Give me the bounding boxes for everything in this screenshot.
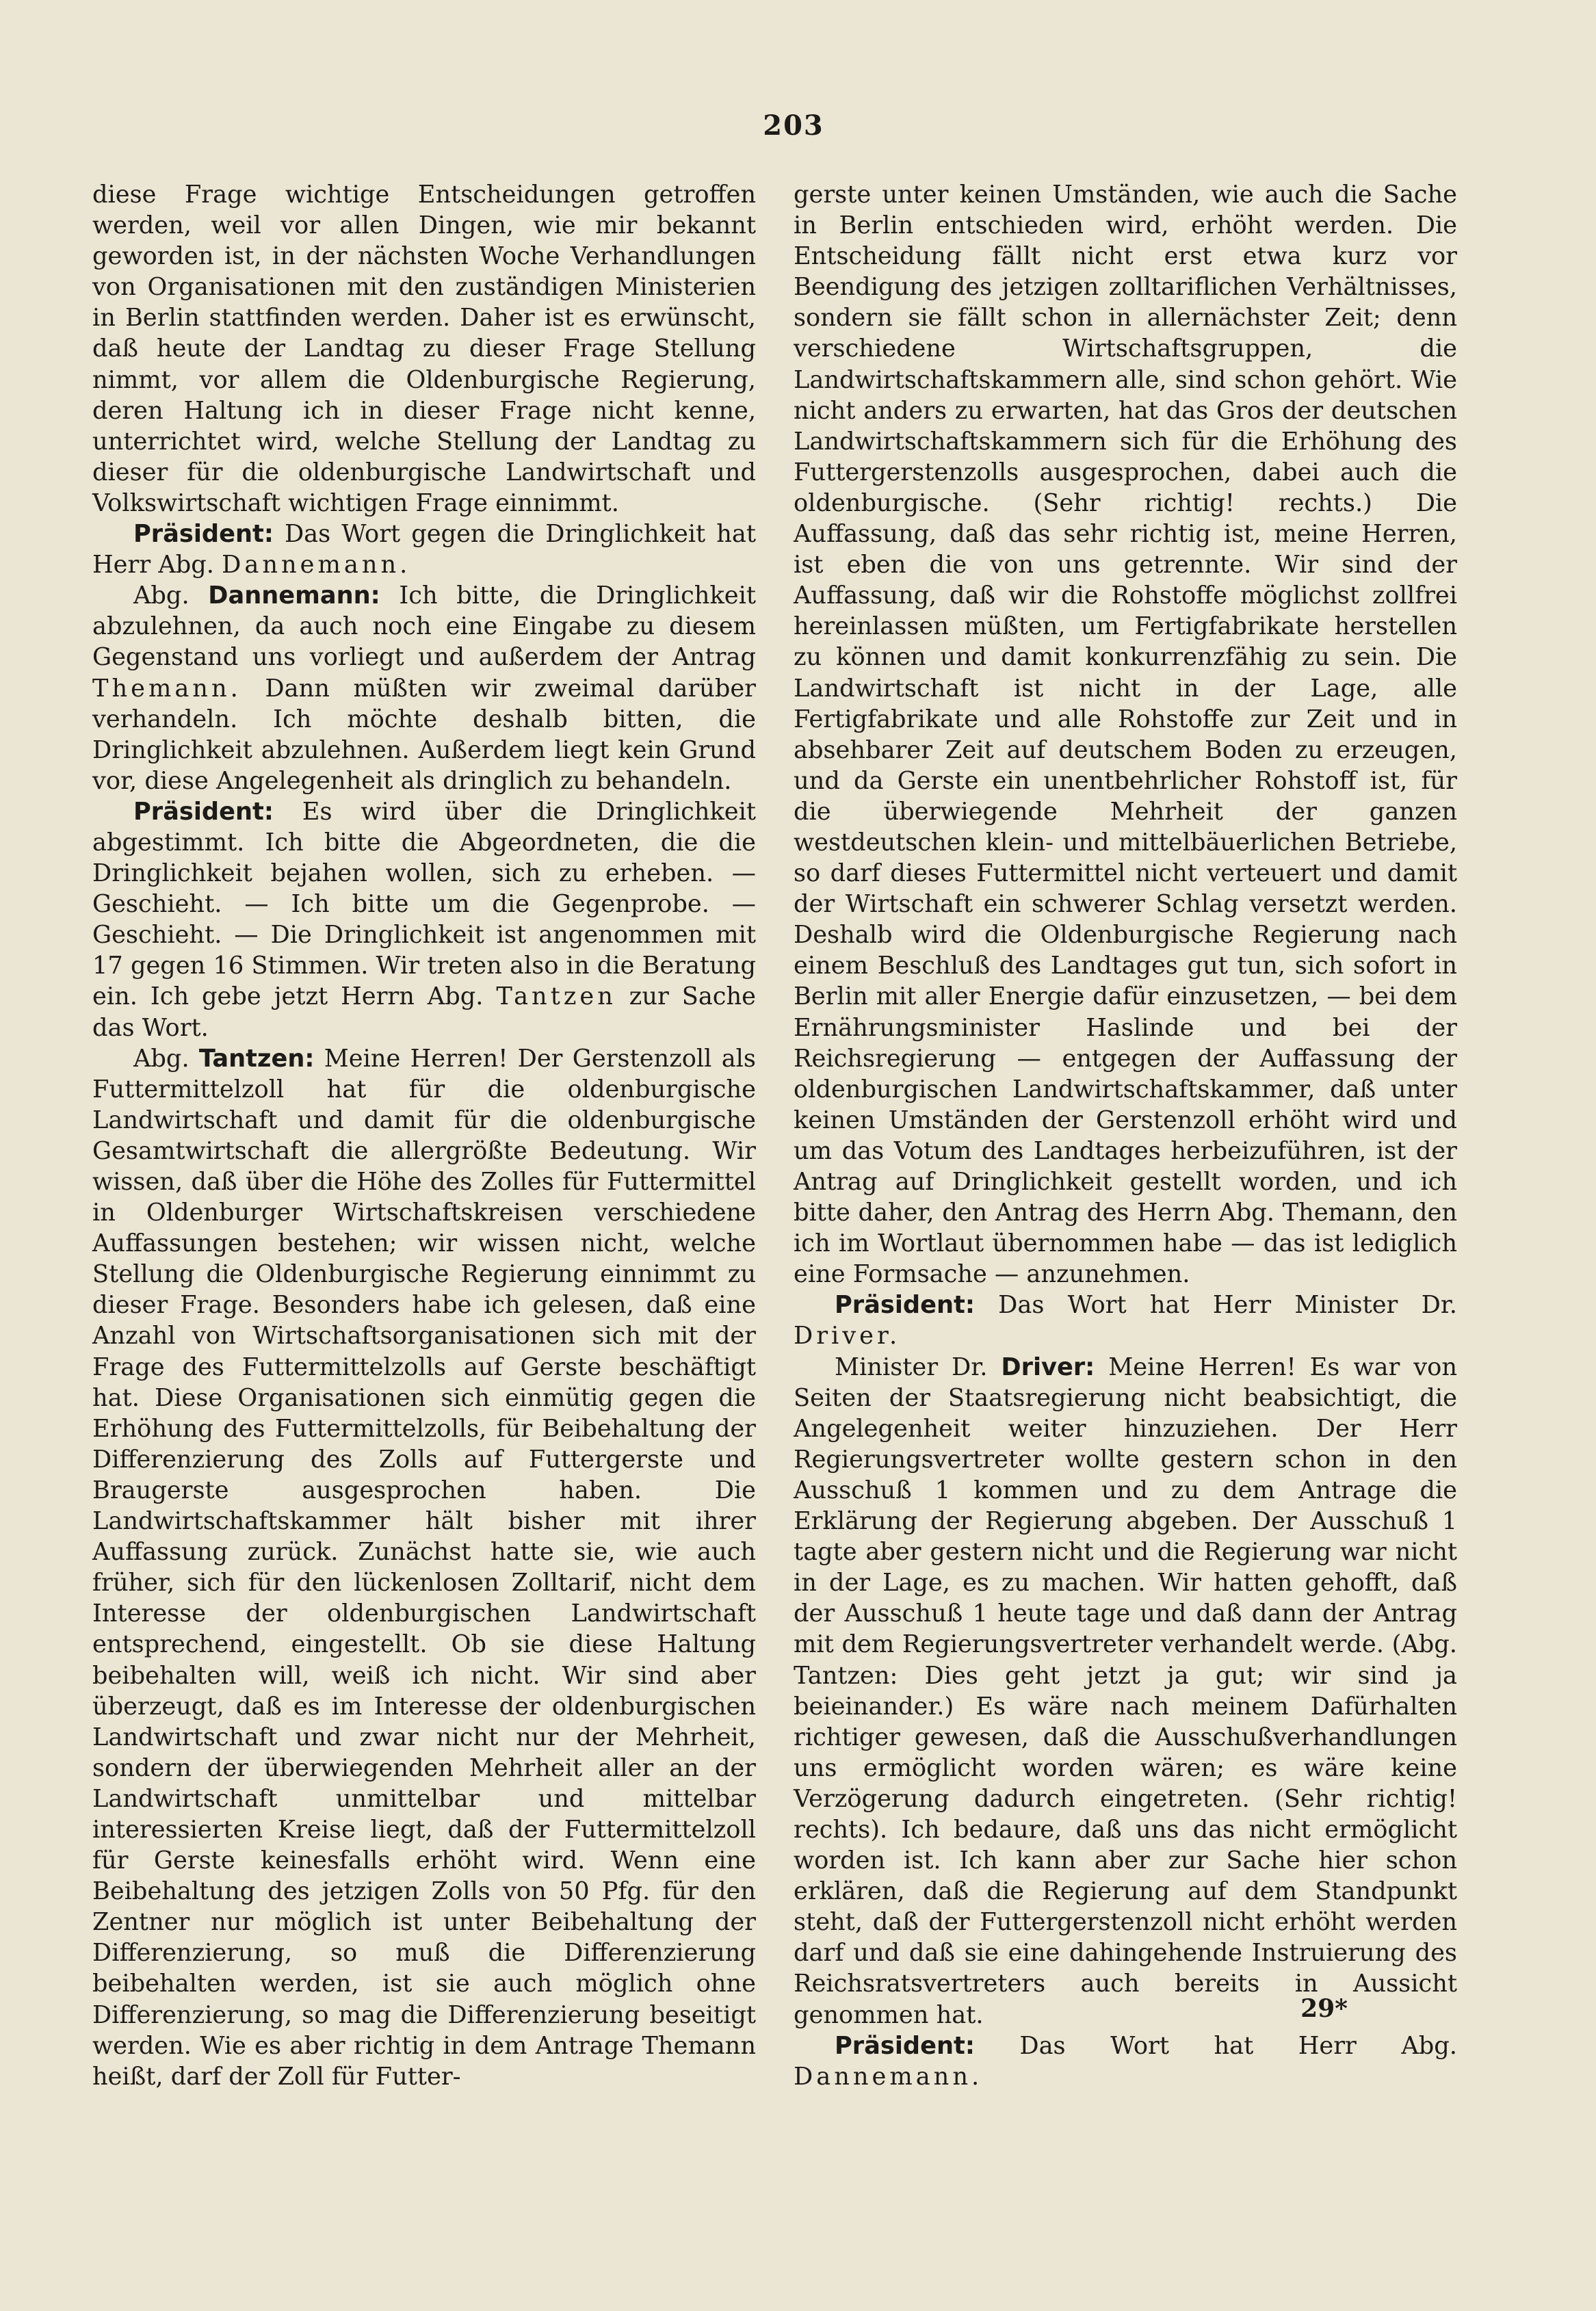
signature-mark: 29*	[1300, 1994, 1348, 2023]
speaker-prefix: Abg.	[133, 1044, 199, 1073]
speaker-name: Dannemann.	[794, 2062, 983, 2091]
speaker-name: Driver.	[794, 1322, 901, 1350]
speaker-name: Tantzen	[496, 982, 616, 1011]
paragraph-text: Ich bitte, die Dringlichkeit abzulehnen, da auch noch eine Eingabe zu diesem Gegenstand uns vorliegt und außerdem der Antrag	[92, 582, 756, 672]
speaker-label: Driver:	[1001, 1353, 1095, 1381]
paragraph-text: Meine Herren! Es war von Seiten der Staatsregierung nicht beabsichtigt, die Angelegenheit weiter hinzuziehen. Der Herr Regierungsvertreter wollte gestern schon in den Ausschuß 1 kommen und zu dem Antrage die Erklärung der Regierung abgeben. Der Ausschuß 1 tagte aber gestern nicht und die Regierung war nicht in der Lage, es zu machen. Wir hatten gehofft, daß der Ausschuß 1 heute tage und daß dann der Antrag mit dem Regierungsvertreter verhandelt werde. (Abg. Tantzen: Dies geht jetzt ja gut; wir sind ja beieinander.) Es wäre nach meinem Dafürhalten richtiger gewesen, daß die Ausschußverhandlungen uns ermöglicht worden wären; es wäre keine Verzögerung dadurch eingetreten. (Sehr richtig! rechts). Ich bedaure, daß uns das nicht ermöglicht worden ist. Ich kann aber zur Sache hier schon erklären, daß die Regierung auf dem Standpunkt steht, daß der Futtergerstenzoll nicht erhöht werden darf und daß sie eine dahingehende Instruierung des Reichsratsvertreters auch bereits in Aussicht genommen hat.	[794, 1353, 1457, 2029]
paragraph-text: gerste unter keinen Umständen, wie auch die Sache in Berlin entschieden wird, erhöht werden. Die Entscheidung fällt nicht erst etwa kurz vor Beendigung des jetzigen zolltariflichen Verhältnisses, sondern sie fällt schon in allernächster Zeit; denn verschiedene Wirtschaftsgruppen, die Landwirtschaftskammern alle, sind schon gehört. Wie nicht anders zu erwarten, hat das Gros der deutschen Landwirtschaftskammern sich für die Erhöhung des Futtergerstenzolls ausgesprochen, dabei auch die oldenburgische. (Sehr richtig! rechts.) Die Auffassung, daß das sehr richtig ist, meine Herren, ist eben die von uns getrennte. Wir sind der Auffassung, daß wir die Rohstoffe möglichst zollfrei hereinlassen müßten, um Fertigfabrikate herstellen zu können und damit konkurrenzfähig zu sein. Die Landwirtschaft ist nicht in der Lage, alle Fertigfabrikate und alle Rohstoffe zur Zeit und in absehbarer Zeit auf deutschem Boden zu erzeugen, und da Gerste ein unentbehrlicher Rohstoff ist, für die überwiegende Mehrheit der ganzen westdeutschen klein- und mittelbäuerlichen Betriebe, so darf dieses Futtermittel nicht verteuert und damit der Wirtschaft ein schwerer Schlag versetzt werden. Deshalb wird die Oldenburgische Regierung nach einem Beschluß des Landtages gut tun, sich sofort in Berlin mit aller Energie dafür einzusetzen, — bei dem Ernährungsminister Haslinde und bei der Reichsregierung — entgegen der Auffassung der oldenburgischen Landwirtschaftskammer, daß unter keinen Umständen der Gerstenzoll erhöht wird und um das Votum des Landtages herbeizuführen, ist der Antrag auf Dringlichkeit gestellt worden, und ich bitte daher, den Antrag des Herrn Abg. Themann, den ich im Wortlaut übernommen habe — das ist lediglich eine Formsache — anzunehmen.	[794, 181, 1457, 1289]
paragraph-text: Das Wort gegen die Dringlichkeit hat Herr Abg.	[92, 520, 756, 579]
speaker-label: Präsident:	[133, 520, 274, 549]
left-column	[92, 179, 756, 2092]
speaker-label: Tantzen:	[198, 1044, 315, 1073]
speaker-label: Präsident:	[835, 2031, 975, 2060]
paragraph	[794, 1352, 1457, 2031]
speaker-label: Dannemann:	[208, 582, 380, 610]
paragraph-text: diese Frage wichtige Entscheidungen getroffen werden, weil vor allen Dingen, wie mir bekannt geworden ist, in der nächsten Woche Verhandlungen von Organisationen mit den zuständigen Ministerien in Berlin stattfinden werden. Daher ist es erwünscht, daß heute der Landtag zu dieser Frage Stellung nimmt, vor allem die Oldenburgische Regierung, deren Haltung ich in dieser Frage nicht kenne, unterrichtet wird, welche Stellung der Landtag zu dieser für die oldenburgische Landwirtschaft und Volkswirtschaft wichtigen Frage einnimmt.	[92, 181, 756, 517]
paragraph-text: zur Sache das Wort.	[92, 982, 757, 1042]
paragraph	[92, 580, 756, 796]
paragraph-text: Dann müßten wir zweimal darüber verhandeln. Ich möchte deshalb bitten, die Dringlichkeit abzulehnen. Außerdem liegt kein Grund vor, diese Angelegenheit als dringlich zu behandeln.	[92, 674, 756, 795]
paragraph-text: Das Wort hat Herr Minister Dr.	[974, 1291, 1457, 1320]
paragraph	[794, 179, 1457, 1290]
paragraph	[92, 519, 756, 580]
speaker-prefix: Minister Dr.	[835, 1353, 1002, 1381]
paragraph	[794, 1290, 1457, 1351]
paragraph	[794, 2031, 1457, 2092]
paragraph-text: Das Wort hat Herr Abg.	[974, 2031, 1457, 2060]
speaker-prefix: Abg.	[133, 582, 209, 610]
paragraph	[92, 796, 756, 1043]
paragraph-text: Es wird über die Dringlichkeit abgestimmt. Ich bitte die Abgeordneten, die die Dringlichkeit bejahen wollen, sich zu erheben. — Geschieht. — Ich bitte um die Gegenprobe. — Geschieht. — Die Dringlichkeit ist angenommen mit 17 gegen 16 Stimmen. Wir treten also in die Beratung ein. Ich gebe jetzt Herrn Abg.	[92, 797, 756, 1011]
speaker-label: Präsident:	[835, 1291, 975, 1320]
speaker-name: Dannemann.	[222, 551, 411, 579]
speaker-name: Themann.	[92, 674, 241, 703]
speaker-label: Präsident:	[133, 797, 274, 826]
paragraph	[92, 1043, 756, 2092]
paragraph-text: Meine Herren! Der Gerstenzoll als Futtermittelzoll hat für die oldenburgische Landwirtschaft und damit für die oldenburgische Gesamtwirtschaft die allergrößte Bedeutung. Wir wissen, daß über die Höhe des Zolles für Futtermittel in Oldenburger Wirtschaftskreisen verschiedene Auffassungen bestehen; wir wissen nicht, welche Stellung die Oldenburgische Regierung einnimmt zu dieser Frage. Besonders habe ich gelesen, daß eine Anzahl von Wirtschaftsorganisationen sich mit der Frage des Futtermittelzolls auf Gerste beschäftigt hat. Diese Organisationen sich einmütig gegen die Erhöhung des Futtermittelzolls, für Beibehaltung der Differenzierung des Zolls auf Futtergerste und Braugerste ausgesprochen haben. Die Landwirtschaftskammer hält bisher mit ihrer Auffassung zurück. Zunächst hatte sie, wie auch früher, sich für den lückenlosen Zolltarif, nicht dem Interesse der oldenburgischen Landwirtschaft entsprechend, eingestellt. Ob sie diese Haltung beibehalten will, weiß ich nicht. Wir sind aber überzeugt, daß es im Interesse der oldenburgischen Landwirtschaft und zwar nicht nur der Mehrheit, sondern der überwiegenden Mehrheit aller an der Landwirtschaft unmittelbar und mittelbar interessierten Kreise liegt, daß der Futtermittelzoll für Gerste keinesfalls erhöht wird. Wenn eine Beibehaltung des jetzigen Zolls von 50 Pfg. für den Zentner nur möglich ist unter Beibehaltung der Differenzierung, so muß die Differenzierung beibehalten werden, ist sie auch möglich ohne Differenzierung, so mag die Differenzierung beseitigt werden. Wie es aber richtig in dem Antrage Themann heißt, darf der Zoll für Futter-	[92, 1044, 756, 2091]
page-number: 203	[763, 109, 824, 142]
paragraph	[92, 179, 756, 519]
right-column	[794, 179, 1457, 2092]
